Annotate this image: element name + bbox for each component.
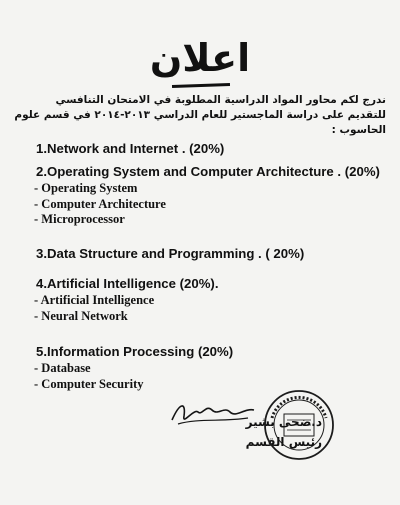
section-data-structure bbox=[0, 245, 400, 263]
section-artificial-intelligence bbox=[0, 275, 400, 324]
signatory-name: د.ضحى بشير bbox=[245, 415, 322, 429]
announcement-title: اعلان bbox=[149, 36, 251, 80]
section-title: 3.Data Structure and Programming . ( 20%) bbox=[36, 246, 305, 261]
topic-item: - Database bbox=[34, 361, 400, 377]
section-title: 5.Information Processing (20%) bbox=[36, 344, 234, 359]
topic-item: - Computer Architecture bbox=[34, 197, 400, 213]
topic-item: - Artificial Intelligence bbox=[34, 293, 400, 309]
section-title: 4.Artificial Intelligence (20%). bbox=[36, 276, 219, 291]
topic-item: - Operating System bbox=[34, 181, 400, 197]
section-operating-system bbox=[0, 163, 400, 228]
topic-item: - Microprocessor bbox=[34, 212, 400, 228]
section-title: 2.Operating System and Computer Architecture . (20%) bbox=[36, 164, 380, 179]
title-underline bbox=[172, 83, 230, 88]
topic-item: - Computer Security bbox=[34, 377, 400, 393]
signature-scribble bbox=[168, 398, 258, 428]
section-information-processing bbox=[0, 343, 400, 392]
section-network bbox=[0, 140, 400, 158]
topic-item: - Neural Network bbox=[34, 309, 400, 325]
signatory-role: رئيس القسم bbox=[245, 435, 322, 449]
department-stamp bbox=[262, 388, 336, 462]
section-title: 1.Network and Internet . (20%) bbox=[36, 141, 225, 156]
intro-paragraph: ندرج لكم محاور المواد الدراسية المطلوبة في الامتحان التنافسي للتقديم على دراسة الماجستير للعام الدراسي ٢٠١٣-٢٠١٤ في قسم علوم الحاسوب : bbox=[14, 94, 386, 136]
